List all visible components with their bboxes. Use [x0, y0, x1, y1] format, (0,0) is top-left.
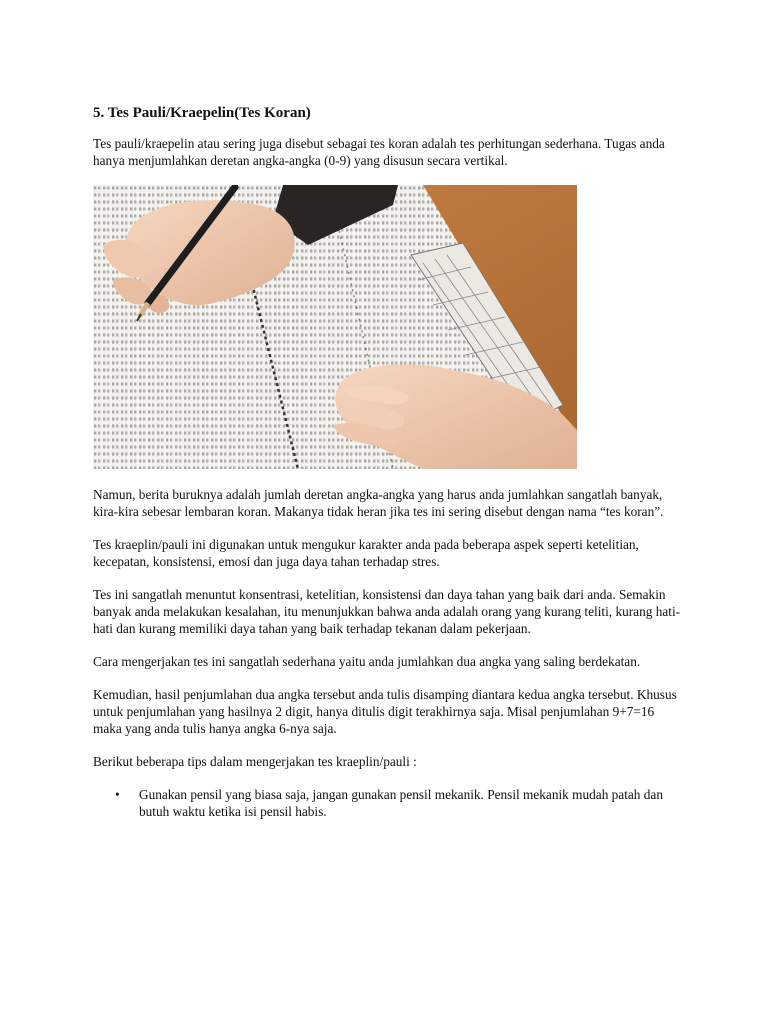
list-item — [93, 786, 683, 820]
body-paragraph-2: Tes kraeplin/pauli ini digunakan untuk mengukur karakter anda pada beberapa aspek seperti ketelitian, kecepatan, konsistensi, emosi dan juga daya tahan terhadap stres. — [93, 537, 639, 569]
tip-text: Gunakan pensil yang biasa saja, jangan gunakan pensil mekanik. Pensil mekanik mudah patah dan butuh waktu ketika isi pensil habis. — [139, 787, 663, 819]
pauli-test-photo — [93, 185, 577, 469]
document-content — [93, 103, 683, 820]
tips-intro: Berikut beberapa tips dalam mengerjakan tes kraeplin/pauli : — [93, 754, 417, 769]
body-paragraph-1: Namun, berita buruknya adalah jumlah deretan angka-angka yang harus anda jumlahkan sangatlah banyak, kira-kira sebesar lembaran koran. Makanya tidak heran jika tes ini sering disebut dengan nama “tes koran”. — [93, 487, 664, 519]
bullet-icon: • — [115, 787, 120, 802]
body-paragraph-3: Tes ini sangatlah menuntut konsentrasi, ketelitian, konsistensi dan daya tahan yang baik dari anda. Semakin banyak anda melakukan kesalahan, itu menunjukkan bahwa anda adalah orang yang kurang teliti, kurang hati-hati dan kurang memiliki daya tahan yang baik terhadap tekanan dalam pekerjaan. — [93, 587, 681, 636]
tips-list — [93, 786, 683, 820]
section-heading: 5. Tes Pauli/Kraepelin(Tes Koran) — [93, 105, 311, 121]
body-paragraph-4: Cara mengerjakan tes ini sangatlah sederhana yaitu anda jumlahkan dua angka yang saling berdekatan. — [93, 654, 641, 669]
intro-paragraph: Tes pauli/kraepelin atau sering juga disebut sebagai tes koran adalah tes perhitungan sederhana. Tugas anda hanya menjumlahkan deretan angka-angka (0-9) yang disusun secara vertikal. — [93, 136, 665, 168]
body-paragraph-5: Kemudian, hasil penjumlahan dua angka tersebut anda tulis disamping diantara kedua angka tersebut. Khusus untuk penjumlahan yang hasilnya 2 digit, hanya ditulis digit terakhirnya saja. Misal penjumlahan 9+7=16 maka yang anda tulis hanya angka 6-nya saja. — [93, 687, 677, 736]
